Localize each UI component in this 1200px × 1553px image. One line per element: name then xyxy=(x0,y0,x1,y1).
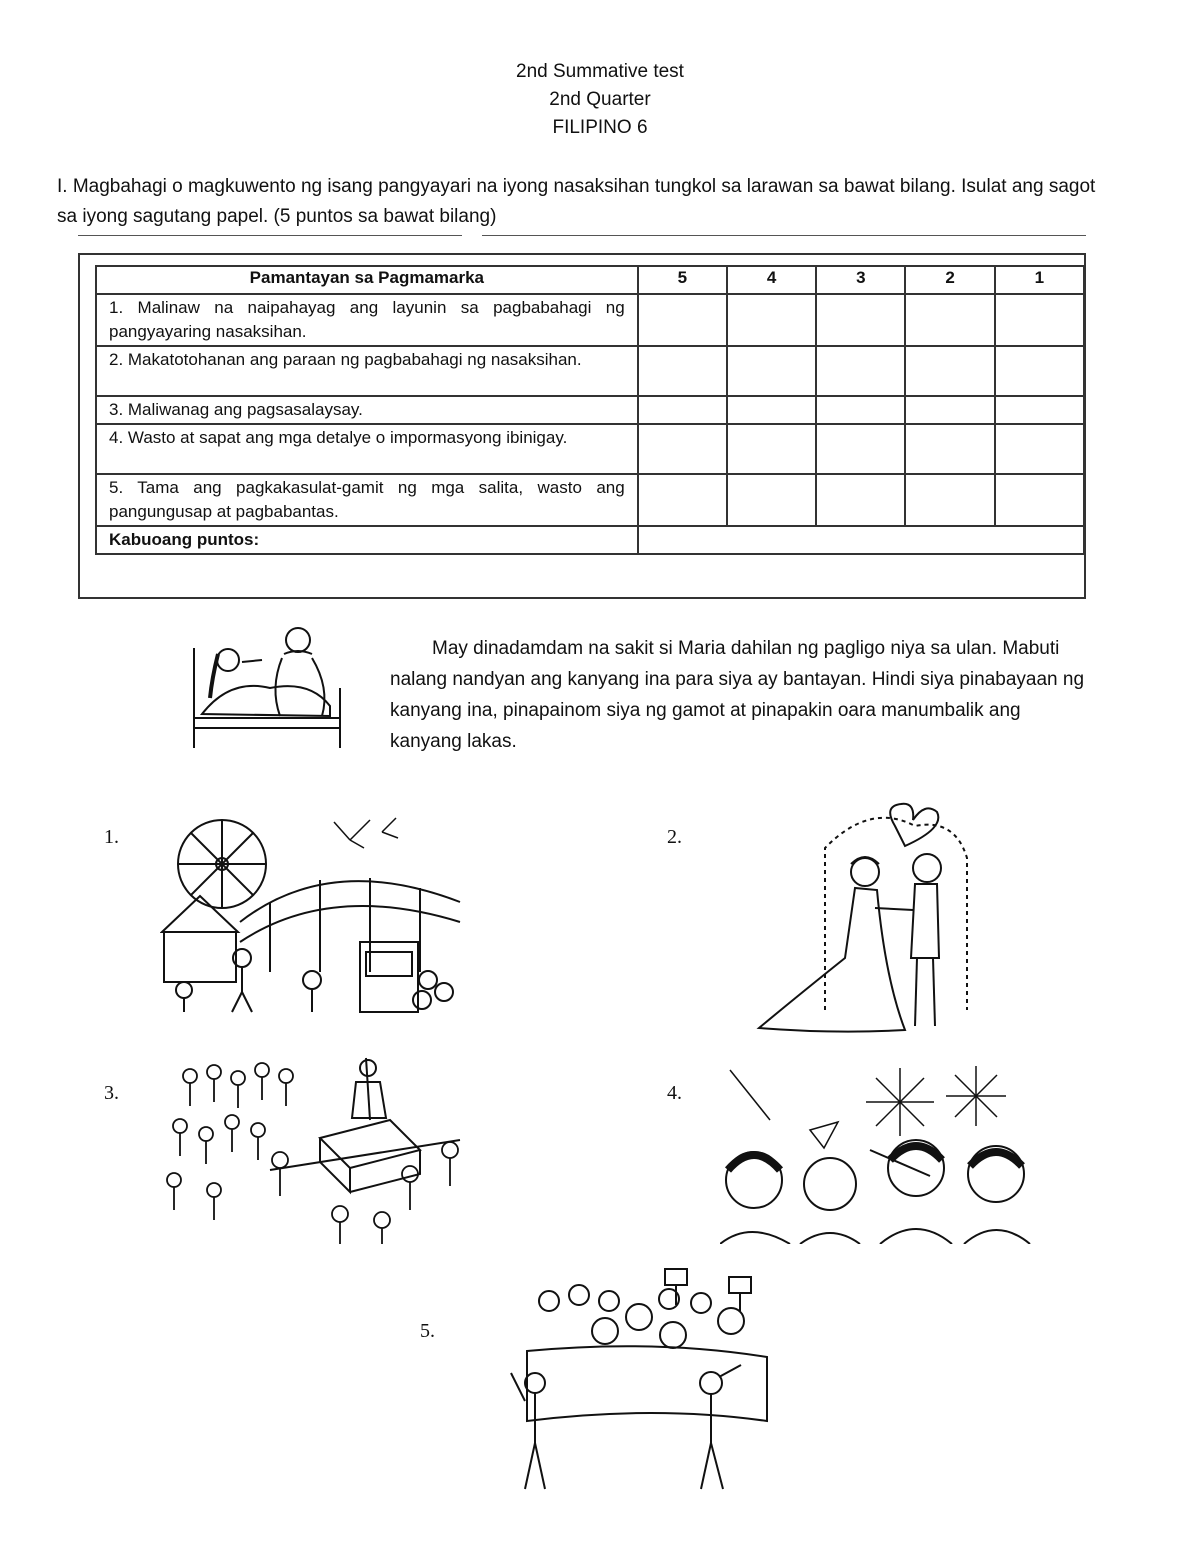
new-year-celebration-illustration xyxy=(720,1050,1032,1244)
criterion-4: 4. Wasto at sapat ang mga detalye o impormasyong ibinigay. xyxy=(96,424,638,474)
rubric-row xyxy=(96,424,1084,474)
score-cell xyxy=(638,294,727,346)
score-cell xyxy=(816,294,905,346)
picture-number-1: 1. xyxy=(104,826,119,848)
score-header-4: 4 xyxy=(727,266,816,294)
rubric-box xyxy=(78,253,1086,599)
picture-number-4: 4. xyxy=(667,1082,682,1104)
score-cell xyxy=(995,474,1084,526)
rubric-header-row xyxy=(96,266,1084,294)
picture-number-2: 2. xyxy=(667,826,682,848)
score-cell xyxy=(727,346,816,396)
score-cell xyxy=(905,346,994,396)
subject-label: FILIPINO 6 xyxy=(552,117,648,138)
criterion-3: 3. Maliwanag ang pagsasalaysay. xyxy=(96,396,638,424)
score-cell xyxy=(816,396,905,424)
score-cell xyxy=(638,396,727,424)
score-cell xyxy=(905,396,994,424)
carnival-illustration xyxy=(160,812,490,1018)
example-story xyxy=(390,633,1090,757)
score-cell xyxy=(995,294,1084,346)
score-header-3: 3 xyxy=(816,266,905,294)
score-cell xyxy=(905,474,994,526)
total-points-cell xyxy=(638,526,1084,554)
quarter-label: 2nd Quarter xyxy=(549,89,651,110)
score-cell xyxy=(638,474,727,526)
divider-line xyxy=(78,235,462,236)
criterion-2: 2. Makatotohanan ang paraan ng pagbabahagi ng nasaksihan. xyxy=(96,346,638,396)
instruction-text: I. Magbahagi o magkuwento ng isang pangyayari na iyong nasaksihan tungkol sa larawan sa bawat bilang. Isulat ang sagot sa iyong sagutang papel. (5 puntos sa bawat bilang) xyxy=(57,176,1096,227)
score-header-5: 5 xyxy=(638,266,727,294)
score-cell xyxy=(905,294,994,346)
score-cell xyxy=(727,396,816,424)
sick-child-illustration xyxy=(190,618,350,752)
rubric-header-criteria: Pamantayan sa Pagmamarka xyxy=(96,266,638,294)
score-cell xyxy=(816,346,905,396)
score-cell xyxy=(727,294,816,346)
picture-number-3: 3. xyxy=(104,1082,119,1104)
criterion-1: 1. Malinaw na naipahayag ang layunin sa pagbabahagi ng pangyayaring nasaksihan. xyxy=(96,294,638,346)
score-cell xyxy=(995,346,1084,396)
score-cell xyxy=(727,474,816,526)
score-cell xyxy=(638,424,727,474)
divider-line xyxy=(482,235,1086,236)
total-points-label: Kabuoang puntos: xyxy=(96,526,638,554)
score-cell xyxy=(816,474,905,526)
score-header-2: 2 xyxy=(905,266,994,294)
rubric-row xyxy=(96,474,1084,526)
test-title: 2nd Summative test xyxy=(516,61,684,82)
rubric-row xyxy=(96,396,1084,424)
rubric-table xyxy=(95,265,1085,555)
document-header xyxy=(0,58,1200,142)
rubric-row xyxy=(96,346,1084,396)
score-cell xyxy=(905,424,994,474)
example-story-text: May dinadamdam na sakit si Maria dahilan ng pagligo niya sa ulan. Mabuti nalang nandyan ang kanyang ina para siya ay bantayan. Hindi siya pinabayaan ng kanyang ina, pinapainom siya ng gamot at pinapakin oara manumbalik ang kanyang lakas. xyxy=(390,638,1085,752)
score-cell xyxy=(995,396,1084,424)
rally-illustration xyxy=(505,1265,775,1495)
score-cell xyxy=(995,424,1084,474)
procession-illustration xyxy=(160,1050,472,1246)
score-header-1: 1 xyxy=(995,266,1084,294)
score-cell xyxy=(638,346,727,396)
score-cell xyxy=(727,424,816,474)
wedding-illustration xyxy=(755,798,987,1036)
criterion-5: 5. Tama ang pagkakasulat-gamit ng mga salita, wasto ang pangungusap at pagbabantas. xyxy=(96,474,638,526)
picture-number-5: 5. xyxy=(420,1320,435,1342)
rubric-row xyxy=(96,294,1084,346)
rubric-total-row xyxy=(96,526,1084,554)
score-cell xyxy=(816,424,905,474)
